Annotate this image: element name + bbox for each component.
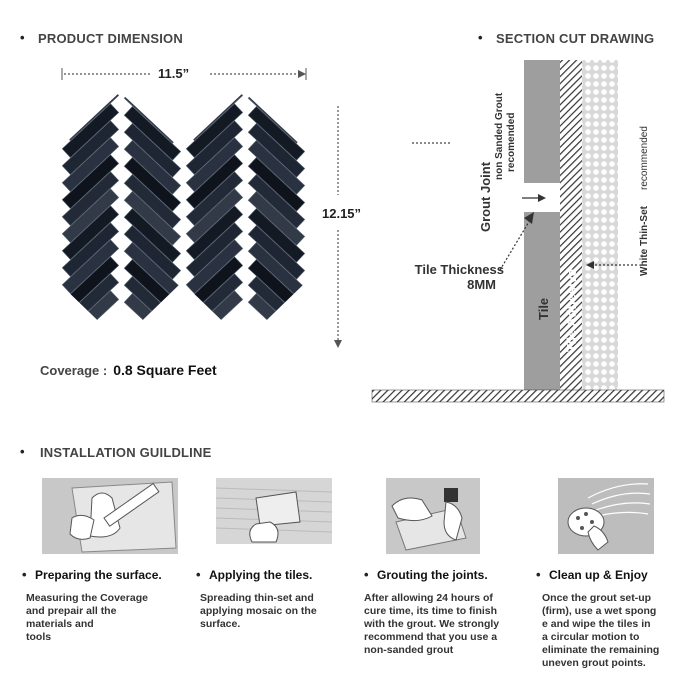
step-title-line — [22, 566, 182, 584]
product-dimension-section — [0, 0, 360, 400]
step-title: Preparing the surface. — [35, 568, 162, 582]
step-desc-line: (firm), use a wet spong — [542, 605, 657, 617]
bullet-dot: • — [196, 567, 201, 582]
height-dimension-line — [330, 100, 346, 355]
step-desc-line: e and wipe the tiles in — [542, 618, 651, 630]
section-cut-section — [360, 0, 700, 410]
coverage-label: Coverage : — [40, 363, 108, 378]
spreading-thinset-illustration — [216, 478, 332, 544]
tile-thickness-label — [394, 262, 504, 292]
step-description — [542, 592, 696, 670]
step-desc-line: surface. — [200, 618, 241, 630]
step-desc-line: Once the grout set-up — [542, 592, 652, 604]
product-dimension-title: PRODUCT DIMENSION — [38, 31, 183, 46]
step-title-line — [364, 566, 524, 584]
height-label: 12.15” — [322, 206, 362, 221]
step-desc-line: with the grout. We strongly — [364, 618, 500, 630]
coverage-line — [40, 362, 217, 378]
step-title-line — [196, 566, 356, 584]
measuring-surface-illustration — [42, 478, 178, 554]
width-label: 11.5” — [158, 66, 190, 81]
step-desc-line: a circular motion to — [542, 631, 640, 643]
step-desc-line: eliminate the remaining — [542, 644, 660, 656]
step-description — [200, 592, 356, 631]
sponge-cleaning-illustration — [558, 478, 654, 554]
step-desc-line: tools — [26, 631, 52, 643]
step-title: Grouting the joints. — [377, 568, 488, 582]
bullet-dot: • — [478, 30, 483, 45]
bullet-dot: • — [20, 444, 25, 459]
step-desc-line: and prepair all the — [26, 605, 117, 617]
step-desc-line: materials and — [26, 618, 94, 630]
section-cut-drawing — [360, 0, 700, 410]
step-desc-line: Measuring the Coverage — [26, 592, 148, 604]
coverage-value: 0.8 Square Feet — [113, 362, 217, 378]
step-desc-line: cure time, its time to finish — [364, 605, 498, 617]
step-desc-line: Spreading thin-set and — [200, 592, 314, 604]
tile-label: Tile — [536, 297, 551, 320]
step-desc-line: non-sanded grout — [364, 644, 454, 656]
step-title-line — [536, 566, 696, 584]
white-thinset-line2: recommended — [639, 126, 650, 190]
grout-note-line1: non Sanded Grout — [494, 92, 505, 180]
bullet-dot: • — [536, 567, 541, 582]
bullet-dot: • — [364, 567, 369, 582]
herringbone-tile-image — [58, 92, 306, 342]
step-clean-up — [536, 478, 696, 670]
step-preparing — [22, 478, 182, 644]
bullet-dot: • — [20, 30, 25, 45]
step-title: Applying the tiles. — [209, 568, 313, 582]
bullet-dot: • — [22, 567, 27, 582]
step-description — [364, 592, 524, 657]
step-grouting — [364, 478, 524, 657]
step-applying — [196, 478, 356, 631]
white-thinset-line1: White Thin-Set — [639, 206, 650, 276]
section-cut-title: SECTION CUT DRAWING — [496, 31, 655, 46]
step-desc-line: recommend that you use a — [364, 631, 498, 643]
step-desc-line: After allowing 24 hours of — [364, 592, 493, 604]
step-description — [26, 592, 182, 644]
step-desc-line: applying mosaic on the — [200, 605, 317, 617]
grouting-illustration — [386, 478, 480, 554]
step-desc-line: uneven grout points. — [542, 657, 646, 669]
step-title: Clean up & Enjoy — [549, 568, 648, 582]
tile-adhesive-label: Tile Adhesive — [564, 268, 579, 352]
tile-thickness-line1: Tile Thickness — [414, 262, 504, 277]
grout-joint-label: Grout Joint — [478, 161, 493, 232]
installation-title: INSTALLATION GUILDLINE — [40, 445, 212, 460]
tile-thickness-line2: 8MM — [467, 277, 496, 292]
grout-note-line2: recomended — [506, 112, 517, 172]
